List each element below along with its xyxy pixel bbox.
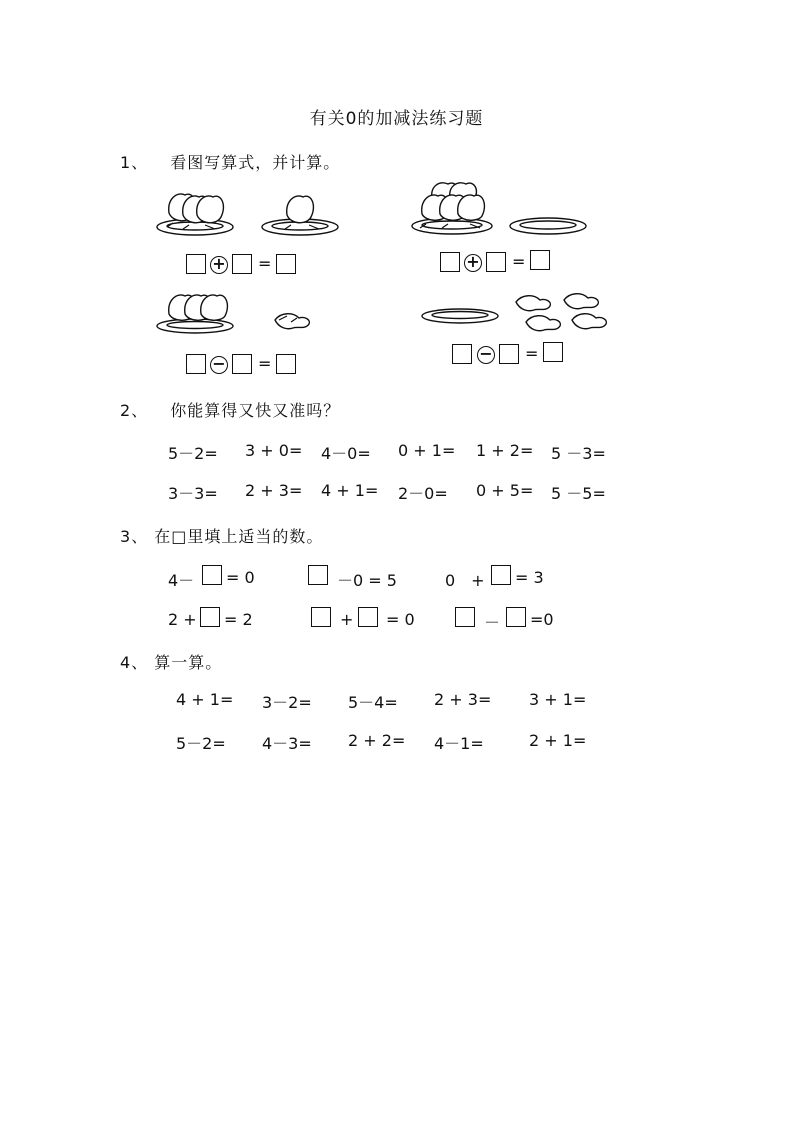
- plus-circle-icon: +: [464, 254, 482, 272]
- equation: 5 －3=: [551, 444, 606, 463]
- answer-box[interactable]: [440, 252, 460, 272]
- section-text: 看图写算式，并计算。: [170, 153, 341, 172]
- section-1-heading: [120, 150, 340, 173]
- q4-row-2: [0, 731, 793, 753]
- equation: 0 + 1=: [398, 441, 456, 460]
- section-separator: 、: [131, 401, 149, 420]
- picture-4-plate-pits: [420, 290, 620, 335]
- answer-box[interactable]: [276, 354, 296, 374]
- equation-part: = 3: [515, 568, 544, 587]
- equation: 1 + 2=: [476, 441, 534, 460]
- fill-in-box[interactable]: [358, 607, 378, 627]
- plus-circle-icon: +: [210, 256, 228, 274]
- q4-row-1: [0, 690, 793, 712]
- answer-box[interactable]: [530, 250, 550, 270]
- equation: 5 －5=: [551, 484, 606, 503]
- equation-part: = 0: [226, 568, 255, 587]
- equation: 3 + 0=: [245, 441, 303, 460]
- fill-in-box[interactable]: [506, 607, 526, 627]
- fill-in-box[interactable]: [311, 607, 331, 627]
- equation-part: －0 = 5: [337, 571, 397, 590]
- equation: 2 + 1=: [529, 731, 587, 750]
- section-number: 3: [120, 527, 132, 546]
- equation: 3 + 1=: [529, 690, 587, 709]
- section-text: 算一算。: [154, 653, 223, 672]
- equation: 4－1=: [434, 734, 484, 753]
- equation-part: 4－: [168, 571, 195, 590]
- equation: 0 + 5=: [476, 481, 534, 500]
- section-text: 你能算得又快又准吗？: [170, 401, 341, 420]
- section-number: 1: [120, 153, 132, 172]
- equation: 2 + 3=: [434, 690, 492, 709]
- answer-box[interactable]: [499, 344, 519, 364]
- fill-in-box[interactable]: [200, 607, 220, 627]
- equation-part: 0 +: [445, 571, 485, 590]
- fill-in-box[interactable]: [308, 565, 328, 585]
- equation-part: =0: [530, 610, 554, 629]
- equation: 3－2=: [262, 693, 312, 712]
- equation: 2 + 3=: [245, 481, 303, 500]
- page-title: 有关0的加减法练习题: [309, 109, 484, 129]
- answer-box[interactable]: [232, 254, 252, 274]
- equation-part: = 0: [386, 610, 415, 629]
- answer-box[interactable]: [186, 354, 206, 374]
- equation-part: +: [340, 610, 354, 629]
- equation: 5－2=: [176, 734, 226, 753]
- answer-box[interactable]: [186, 254, 206, 274]
- fill-in-box[interactable]: [202, 565, 222, 585]
- fill-in-box[interactable]: [455, 607, 475, 627]
- section-number: 4: [120, 653, 132, 672]
- equation: 5－2=: [168, 444, 218, 463]
- equation: 2－0=: [398, 484, 448, 503]
- section-3-heading: [120, 524, 323, 547]
- equals-sign: =: [258, 354, 272, 373]
- answer-box[interactable]: [486, 252, 506, 272]
- section-number: 2: [120, 401, 132, 420]
- equation: 4－3=: [262, 734, 312, 753]
- picture-1-peaches: [155, 185, 345, 245]
- equation: 4 + 1=: [321, 481, 379, 500]
- section-4-heading: [120, 650, 222, 673]
- section-2-heading: [120, 398, 340, 421]
- section-separator: 、: [131, 527, 149, 546]
- answer-box[interactable]: [276, 254, 296, 274]
- equation: 5－4=: [348, 693, 398, 712]
- equation-part: = 2: [224, 610, 253, 629]
- equation-part: 2 +: [168, 610, 197, 629]
- equation: 4 + 1=: [176, 690, 234, 709]
- equation: 3－3=: [168, 484, 218, 503]
- section-text: 在□里填上适当的数。: [154, 527, 324, 546]
- picture-2-peaches: [408, 180, 598, 240]
- equation: 2 + 2=: [348, 731, 406, 750]
- equals-sign: =: [525, 344, 539, 363]
- minus-circle-icon: −: [477, 346, 495, 364]
- section-separator: 、: [131, 153, 149, 172]
- q2-row-2: [0, 481, 793, 503]
- q2-row-1: [0, 441, 793, 463]
- fill-in-box[interactable]: [491, 565, 511, 585]
- picture-3-peaches: [155, 290, 325, 340]
- answer-box[interactable]: [232, 354, 252, 374]
- equation: 4－0=: [321, 444, 371, 463]
- equals-sign: =: [512, 252, 526, 271]
- answer-box[interactable]: [452, 344, 472, 364]
- minus-circle-icon: −: [210, 356, 228, 374]
- section-separator: 、: [131, 653, 149, 672]
- equals-sign: =: [258, 254, 272, 273]
- equation-part: －: [484, 613, 501, 632]
- answer-box[interactable]: [543, 342, 563, 362]
